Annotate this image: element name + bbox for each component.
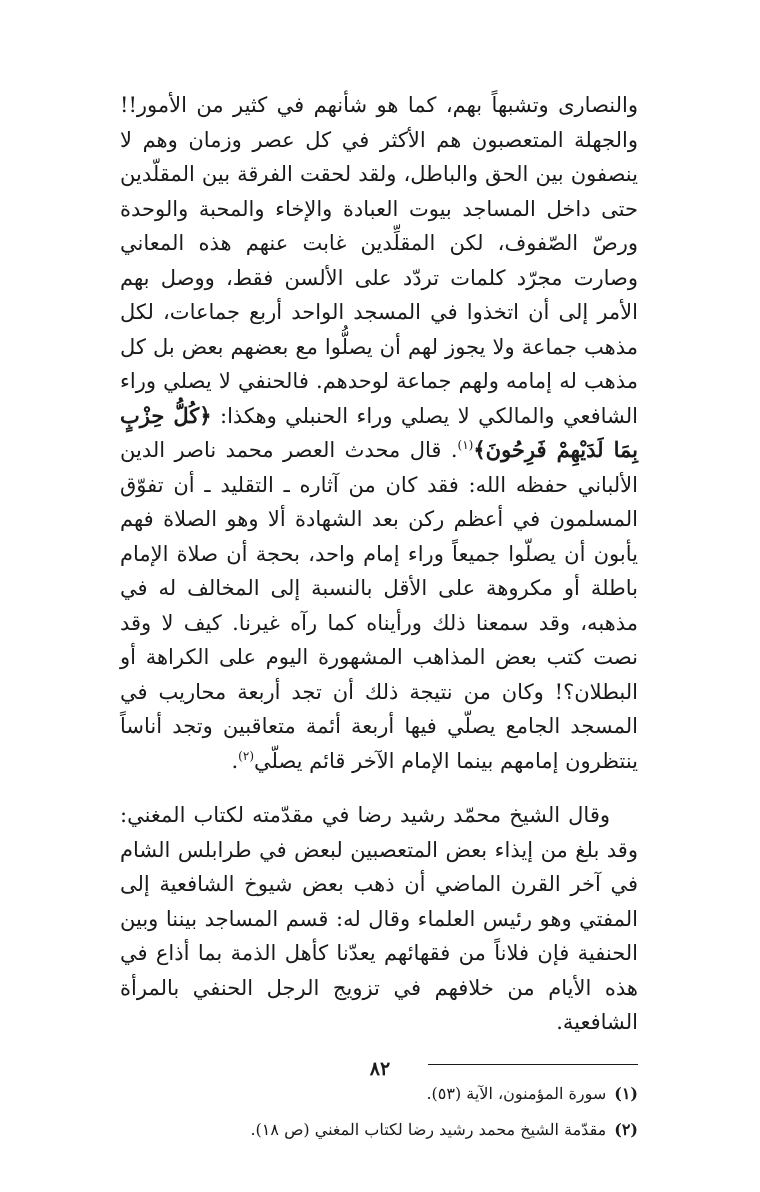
- paragraph-text: . قال محدث العصر محمد ناصر الدين الألباني حفظه الله: فقد كان من آثاره ـ التقليد ـ أن تفوّق المسلمون في أعظم ركن بعد الشهادة ألا وهو الصلاة فهم يأبون أن يصلّوا جميعاً وراء إمام واحد، بحجة أن صلاة الإمام باطلة أو مكروهة على الأقل بالنسبة إلى المخالف له في مذهبه، وقد سمعنا ذلك ورأيناه كما رآه غيرنا. كيف لا وقد نصت كتب بعض المذاهب المشهورة اليوم على الكراهة أو البطلان؟! وكان من نتيجة ذلك أن تجد أربعة محاريب في المسجد الجامع يصلّي فيها أربعة أئمة متعاقبين وتجد أناساً ينتظرون إمامهم بينما الإمام الآخر قائم يصلّي: [120, 438, 638, 773]
- paragraph-end: .: [231, 748, 239, 773]
- footnote-text: مقدّمة الشيخ محمد رشيد رضا لكتاب المغني (ص ١٨).: [250, 1119, 607, 1139]
- footnote-number: (١): [614, 1083, 638, 1103]
- footnote-ref-2[interactable]: (٢): [238, 748, 254, 763]
- quran-verse: ﴿كُلُّ حِزْبٍ بِمَا لَدَيْهِمْ فَرِحُونَ﴾: [120, 402, 638, 462]
- footnote-text: سورة المؤمنون، الآية (٥٣).: [426, 1083, 607, 1103]
- body-paragraph-2: وقال الشيخ محمّد رشيد رضا في مقدّمته لكتاب المغني: وقد بلغ من إيذاء بعض المتعصبين لبعض في طرابلس الشام في آخر القرن الماضي أن ذهب بعض شيوخ الشافعية إلى المفتي وهو رئيس العلماء وقال له: قسم المساجد بيننا وبين الحنفية فإن فلاناً من فقهائهم يعدّنا كأهل الذمة بما أذاع في هذه الأيام من خلافهم في تزويج الرجل الحنفي بالمرأة الشافعية.: [120, 803, 638, 1034]
- footnote-1: [120, 1079, 638, 1109]
- footnote-ref-1[interactable]: (١): [457, 438, 474, 452]
- footnote-number: (٢): [614, 1119, 638, 1139]
- body-paragraph-1: [120, 88, 638, 778]
- page-content: [120, 88, 638, 1151]
- page-number: ٨٢: [369, 1058, 391, 1080]
- footnote-2: [120, 1115, 638, 1145]
- paragraph-text: والنصارى وتشبهاً بهم، كما هو شأنهم في كثير من الأمور!! والجهلة المتعصبون هم الأكثر في كل عصر وزمان وهم لا ينصفون بين الحق والباطل، ولقد لحقت الفرقة بين المقلّدين حتى داخل المساجد بيوت العبادة والإخاء والمحبة والوحدة ورصّ الصّفوف، لكن المقلِّدين غابت عنهم هذه المعاني وصارت مجرّد كلمات تردّد على الألسن فقط، ووصل بهم الأمر إلى أن اتخذوا في المسجد الواحد أربع جماعات، لكل مذهب جماعة ولا يجوز لهم أن يصلُّوا مع بعضهم بعض بل كل مذهب له إمامه ولهم جماعة لوحدهم. فالحنفي لا يصلي وراء الشافعي والمالكي لا يصلي وراء الحنبلي وهكذا:: [120, 93, 638, 428]
